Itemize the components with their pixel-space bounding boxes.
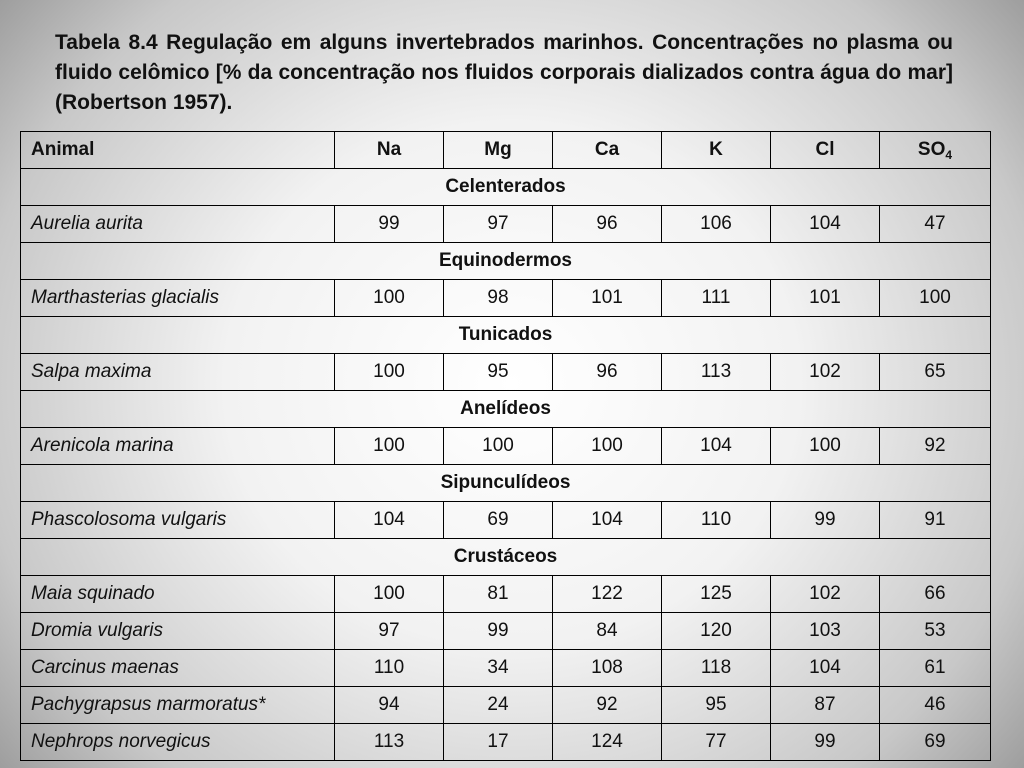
cell-na: 99 xyxy=(335,206,444,243)
table-row xyxy=(21,650,991,687)
group-row xyxy=(21,391,991,428)
cell-ca: 104 xyxy=(553,502,662,539)
cell-mg: 95 xyxy=(444,354,553,391)
cell-so4: 66 xyxy=(880,576,991,613)
cell-mg: 97 xyxy=(444,206,553,243)
cell-so4: 91 xyxy=(880,502,991,539)
cell-cl: 101 xyxy=(771,280,880,317)
header-so4-subscript: 4 xyxy=(945,147,953,162)
cell-animal: Aurelia aurita xyxy=(21,206,335,243)
cell-so4: 61 xyxy=(880,650,991,687)
table-row xyxy=(21,354,991,391)
cell-k: 111 xyxy=(662,280,771,317)
group-row xyxy=(21,243,991,280)
cell-so4: 92 xyxy=(880,428,991,465)
cell-mg: 98 xyxy=(444,280,553,317)
cell-mg: 34 xyxy=(444,650,553,687)
cell-cl: 102 xyxy=(771,354,880,391)
group-row xyxy=(21,539,991,576)
header-k: K xyxy=(662,132,771,169)
header-ca: Ca xyxy=(553,132,662,169)
cell-animal: Dromia vulgaris xyxy=(21,613,335,650)
cell-ca: 92 xyxy=(553,687,662,724)
cell-na: 100 xyxy=(335,576,444,613)
cell-mg: 17 xyxy=(444,724,553,761)
group-row xyxy=(21,317,991,354)
cell-na: 100 xyxy=(335,354,444,391)
cell-ca: 84 xyxy=(553,613,662,650)
cell-animal: Marthasterias glacialis xyxy=(21,280,335,317)
cell-animal: Nephrops norvegicus xyxy=(21,724,335,761)
cell-cl: 99 xyxy=(771,502,880,539)
group-label-celenterados: Celenterados xyxy=(21,169,991,206)
group-label-equinodermos: Equinodermos xyxy=(21,243,991,280)
cell-k: 104 xyxy=(662,428,771,465)
cell-ca: 96 xyxy=(553,206,662,243)
cell-so4: 100 xyxy=(880,280,991,317)
cell-ca: 108 xyxy=(553,650,662,687)
cell-k: 106 xyxy=(662,206,771,243)
cell-na: 97 xyxy=(335,613,444,650)
cell-so4: 46 xyxy=(880,687,991,724)
group-label-tunicados: Tunicados xyxy=(21,317,991,354)
cell-cl: 102 xyxy=(771,576,880,613)
cell-animal: Pachygrapsus marmoratus* xyxy=(21,687,335,724)
cell-ca: 124 xyxy=(553,724,662,761)
cell-na: 94 xyxy=(335,687,444,724)
cell-k: 120 xyxy=(662,613,771,650)
group-row xyxy=(21,465,991,502)
table-row xyxy=(21,724,991,761)
table-row xyxy=(21,576,991,613)
cell-animal: Carcinus maenas xyxy=(21,650,335,687)
header-so4-base: SO xyxy=(917,138,946,160)
cell-na: 100 xyxy=(335,428,444,465)
cell-na: 100 xyxy=(335,280,444,317)
cell-cl: 104 xyxy=(771,650,880,687)
cell-k: 118 xyxy=(662,650,771,687)
header-animal: Animal xyxy=(21,132,335,169)
cell-k: 110 xyxy=(662,502,771,539)
cell-mg: 100 xyxy=(444,428,553,465)
cell-cl: 99 xyxy=(771,724,880,761)
group-label-sipunculideos: Sipunculídeos xyxy=(21,465,991,502)
header-so4 xyxy=(880,132,991,169)
cell-cl: 100 xyxy=(771,428,880,465)
cell-na: 104 xyxy=(335,502,444,539)
cell-so4: 65 xyxy=(880,354,991,391)
cell-ca: 101 xyxy=(553,280,662,317)
cell-cl: 103 xyxy=(771,613,880,650)
cell-cl: 104 xyxy=(771,206,880,243)
cell-k: 113 xyxy=(662,354,771,391)
cell-mg: 81 xyxy=(444,576,553,613)
cell-so4: 69 xyxy=(880,724,991,761)
header-na: Na xyxy=(335,132,444,169)
header-row xyxy=(21,132,991,169)
cell-animal: Arenicola marina xyxy=(21,428,335,465)
header-mg: Mg xyxy=(444,132,553,169)
cell-animal: Maia squinado xyxy=(21,576,335,613)
cell-mg: 99 xyxy=(444,613,553,650)
cell-ca: 100 xyxy=(553,428,662,465)
cell-k: 77 xyxy=(662,724,771,761)
table-row xyxy=(21,206,991,243)
table-row xyxy=(21,687,991,724)
cell-animal: Phascolosoma vulgaris xyxy=(21,502,335,539)
cell-cl: 87 xyxy=(771,687,880,724)
cell-k: 95 xyxy=(662,687,771,724)
cell-mg: 24 xyxy=(444,687,553,724)
cell-k: 125 xyxy=(662,576,771,613)
group-row xyxy=(21,169,991,206)
table-row xyxy=(21,280,991,317)
header-cl: Cl xyxy=(771,132,880,169)
table-row xyxy=(21,428,991,465)
table-row xyxy=(21,502,991,539)
cell-ca: 96 xyxy=(553,354,662,391)
table-row xyxy=(21,613,991,650)
cell-animal: Salpa maxima xyxy=(21,354,335,391)
cell-na: 113 xyxy=(335,724,444,761)
cell-so4: 53 xyxy=(880,613,991,650)
cell-mg: 69 xyxy=(444,502,553,539)
ion-concentration-table xyxy=(20,131,991,761)
group-label-anelideos: Anelídeos xyxy=(21,391,991,428)
cell-so4: 47 xyxy=(880,206,991,243)
cell-na: 110 xyxy=(335,650,444,687)
group-label-crustaceos: Crustáceos xyxy=(21,539,991,576)
table-caption: Tabela 8.4 Regulação em alguns invertebrados marinhos. Concentrações no plasma ou fluido celômico [% da concentração nos fluidos corporais dializados contra água do mar] (Robertson 1957). xyxy=(55,31,953,114)
cell-ca: 122 xyxy=(553,576,662,613)
